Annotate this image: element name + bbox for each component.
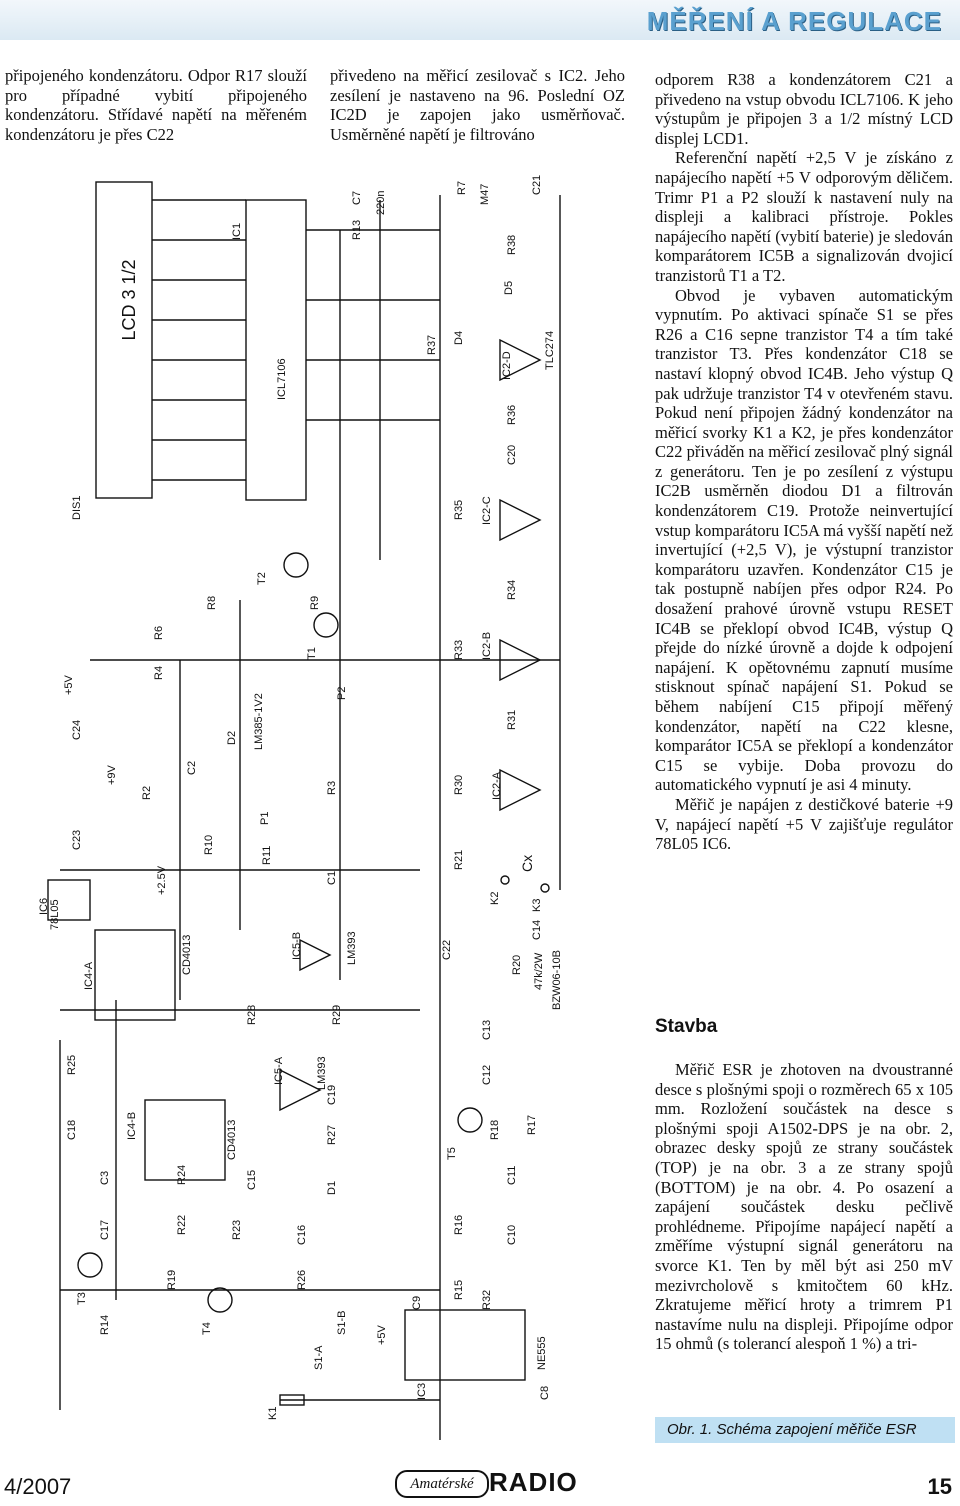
label-r27: R27: [326, 1124, 338, 1145]
terminal-k2: [501, 876, 509, 884]
label-r31: R31: [506, 709, 518, 730]
label-r32: R32: [481, 1289, 493, 1310]
label-c9: C9: [411, 1295, 423, 1310]
label-r20: R20: [511, 954, 523, 975]
label-d5: D5: [503, 280, 515, 295]
comparator-ic5a: [280, 1070, 320, 1110]
label-r11: R11: [261, 845, 273, 865]
label-r6: R6: [153, 625, 165, 640]
label-r17: R17: [526, 1114, 538, 1135]
paragraph: připojeného kondenzátoru. Odpor R17 slouží pro případné vybití připojeného kondenzátoru. Střídavé napětí na měřeném kondenzátoru je přes C22: [5, 66, 307, 144]
opamp-ic2d: [500, 340, 540, 380]
paragraph: Měřič ESR je zhotoven na dvoustranné desce s plošnými spoji o rozměrech 65 x 105 mm. Rozložení součástek na desce s plošnými spoji A1502-DPS je na obr. 2, obrazec desky spojů ze strany součástek (TOP) je na obr. 3 a ze strany spojů (BOTTOM) je na obr. 4. Po osazení a zapájení součástek desku pečlivě prohlédneme. Připojíme napájecí napětí a změříme výstupní signál generátoru na svorce K1. Ten by měl být asi 250 mV mezivrcholově s kmitočtem 60 kHz. Zkratujeme měřicí hroty a trimrem P1 nastavíme nulu na displeji. Připojíme odpor 15 ohmů (s tolerancí alespoň 1 %) a tri-: [655, 1060, 953, 1354]
label-r9: R9: [309, 595, 321, 610]
comparator-ic5b: [300, 940, 330, 970]
page-number: 15: [927, 1474, 952, 1499]
label-c8: C8: [539, 1385, 551, 1400]
label-cd4013-a: CD4013: [181, 934, 193, 975]
label-c16: C16: [296, 1224, 308, 1245]
value-ic6: 78L05: [49, 899, 61, 930]
opamp-ic2b: [500, 640, 540, 680]
transistor-t3: [78, 1253, 102, 1277]
label-r29: R29: [331, 1004, 343, 1025]
label-c21: C21: [531, 174, 543, 195]
label-ic6: IC6: [38, 897, 50, 915]
transistor-t5: [458, 1108, 482, 1132]
label-ic1: IC1: [231, 222, 243, 240]
label-c1: C1: [326, 870, 338, 885]
label-t4: T4: [201, 1322, 213, 1335]
label-ic3: IC3: [416, 1382, 428, 1400]
label-c13: C13: [481, 1019, 493, 1040]
text-column-3-section: [655, 1060, 953, 1354]
label-d4: D4: [453, 330, 465, 345]
label-r8: R8: [206, 595, 218, 610]
section-heading: Stavba: [655, 1016, 718, 1037]
label-ic5a: IC5-A: [273, 1056, 285, 1085]
label-k3: K3: [531, 898, 543, 912]
text-column-3: [655, 70, 953, 854]
label-p1: P1: [259, 811, 271, 825]
label-dis1: DIS1: [71, 495, 83, 520]
label-c11: C11: [506, 1165, 518, 1185]
label-ic2a: IC2-A: [491, 771, 503, 800]
label-r30: R30: [453, 774, 465, 795]
label-s1a: S1-A: [313, 1345, 325, 1370]
value-r20: 47k/2W: [533, 952, 545, 990]
label-ic5b: IC5-B: [291, 931, 303, 960]
label-r10: R10: [203, 834, 215, 855]
label-c19: C19: [326, 1084, 338, 1105]
label-r36: R36: [506, 404, 518, 425]
transistor-t2: [284, 553, 308, 577]
label-r7: R7: [456, 180, 468, 195]
transistor-t4: [208, 1288, 232, 1312]
ic6-regulator: [48, 880, 90, 920]
transistor-t1: [314, 613, 338, 637]
label-r14: R14: [99, 1314, 111, 1335]
label-k1: K1: [267, 1406, 279, 1420]
paragraph: odporem R38 a kondenzátorem C21 a přivedeno na vstup obvodu ICL7106. K jeho výstupům je připojen 3 a 1/2 místný LCD displej LCD1.: [655, 70, 953, 148]
logo-word: RADIO: [489, 1467, 578, 1497]
label-r33: R33: [453, 639, 465, 660]
opamp-ic2a: [500, 770, 540, 810]
label-c15: C15: [246, 1169, 258, 1190]
ic4a-flipflop: [95, 930, 175, 1020]
value-d3: BZW06-10B: [551, 950, 563, 1010]
figure-caption: Obr. 1. Schéma zapojení měřiče ESR: [667, 1421, 917, 1438]
label-plus9v: +9V: [106, 765, 118, 785]
label-plus5v-top: +5V: [63, 675, 75, 695]
label-c17: C17: [99, 1219, 111, 1240]
label-plus25v: +2.5V: [156, 865, 168, 895]
label-cx: Cx: [519, 854, 535, 872]
section-title: MĚŘENÍ A REGULACE: [646, 6, 942, 36]
text-column-1: [5, 66, 307, 144]
value-d2: LM385-1V2: [253, 693, 265, 750]
label-ic2d: IC2-D: [501, 351, 513, 380]
label-c18: C18: [66, 1119, 78, 1140]
label-r25: R25: [66, 1054, 78, 1075]
logo-script: Amatérské: [395, 1470, 489, 1498]
label-k2: K2: [489, 891, 501, 905]
text-column-2: [330, 66, 625, 144]
label-r28: R28: [246, 1004, 258, 1025]
label-c3: C3: [99, 1170, 111, 1185]
label-r21: R21: [453, 849, 465, 870]
terminal-k3: [541, 884, 549, 892]
label-c2: C2: [186, 760, 198, 775]
ic4b-flipflop: [145, 1100, 225, 1180]
issue-number: 4/2007: [4, 1474, 72, 1499]
label-r16: R16: [453, 1214, 465, 1235]
label-d1: D1: [326, 1180, 338, 1195]
label-r22: R22: [176, 1214, 188, 1235]
opamp-ic2c: [500, 500, 540, 540]
label-t5: T5: [446, 1147, 458, 1160]
label-t2: T2: [256, 572, 268, 585]
label-cd4013-b: CD4013: [226, 1119, 238, 1160]
label-ic2c: IC2-C: [481, 496, 493, 525]
label-r38: R38: [506, 234, 518, 255]
value-c7: 220n: [375, 190, 387, 215]
label-t3: T3: [76, 1292, 88, 1305]
label-r26: R26: [296, 1269, 308, 1290]
label-plus5v: +5V: [376, 1325, 388, 1345]
label-ne555: NE555: [536, 1336, 548, 1370]
label-ic2b: IC2-B: [481, 631, 493, 660]
label-c24: C24: [71, 719, 83, 740]
label-lm393-a: LM393: [316, 1056, 328, 1090]
label-r35: R35: [453, 499, 465, 520]
paragraph: Měřič je napájen z destičkové baterie +9 V, napájecí napětí +5 V zajišťuje regulátor 78L05 IC6.: [655, 794, 953, 854]
value-r7: M47: [479, 183, 491, 205]
label-icl7106: ICL7106: [276, 358, 288, 400]
label-r15: R15: [453, 1279, 465, 1300]
label-r19: R19: [166, 1269, 178, 1290]
terminal-k1: [280, 1395, 304, 1405]
label-r37: R37: [426, 334, 438, 355]
magazine-logo: [395, 1465, 578, 1499]
lcd-label: LCD 3 1/2: [119, 259, 139, 341]
label-c7: C7: [351, 190, 363, 205]
label-s1b: S1-B: [336, 1310, 348, 1335]
label-r3: R3: [326, 780, 338, 795]
label-r23: R23: [231, 1219, 243, 1240]
icl7106-chip: [246, 200, 306, 500]
label-p2: P2: [336, 686, 348, 700]
label-c22: C22: [441, 939, 453, 960]
label-tlc274: TLC274: [544, 330, 556, 370]
label-r4: R4: [153, 665, 165, 680]
label-ic4b: IC4-B: [126, 1111, 138, 1140]
label-r13: R13: [351, 219, 363, 240]
paragraph: Referenční napětí +2,5 V je získáno z napájecího napětí +5 V odporovým děličem. Trimr P1 a P2 slouží k nastavení nuly na displeji a kalibraci přístroje. Pokles napájecího napětí (vybití baterie) je sledován komparátorem IC5B a signalizován dvojicí tranzistorů T1 a T2.: [655, 148, 953, 285]
label-r18: R18: [489, 1119, 501, 1140]
lcd-display: [96, 182, 152, 498]
label-c10: C10: [506, 1224, 518, 1245]
label-r2: R2: [141, 785, 153, 800]
figure-caption-box: [655, 1417, 955, 1443]
label-t1: T1: [306, 647, 318, 660]
label-c20: C20: [506, 444, 518, 465]
label-c12: C12: [481, 1064, 493, 1085]
label-lm393-b: LM393: [346, 931, 358, 965]
label-d2: D2: [226, 730, 238, 745]
label-r34: R34: [506, 579, 518, 600]
paragraph: přivedeno na měřicí zesilovač s IC2. Jeho zesílení je nastaveno na 96. Poslední OZ IC2D je zapojen jako usměrňovač. Usměrněné napětí je filtrováno: [330, 66, 625, 144]
label-c14: C14: [531, 919, 543, 940]
label-r24: R24: [176, 1164, 188, 1185]
paragraph: Obvod je vybaven automatickým vypnutím. Po aktivaci spínače S1 se přes R26 a C16 sepne tranzistor T4 a tím také tranzistor T3. Přes kondenzátor C18 se nastaví klopný obvod IC4B. Jeho výstup Q pak udržuje tranzistor T4 v otevřeném stavu. Pokud není připojen žádný kondenzátor na měřicí svorky K1 a K2, je přes kondenzátor C22 přiváděn na měřicí zesilovač plný signál z generátoru. Ten je po zesílení z výstupu IC2B usměrněn diodou D1 a filtrován kondenzátorem C19. Protože neinvertující vstup komparátoru IC5A má vyšší napětí než invertující (+2,5 V), je výstupní tranzistor komparátoru uzavřen. Kondenzátor C15 je tak postupně nabíjen přes odpor R24. Po dosažení prahové úrovně vstupu RESET IC4B se překlopí obvod IC4B, výstup Q přejde do nízké úrovně a dojde k odpojení napájení. K opětovnému zapnutí musíme stisknout spínač napájení S1. Pokud se během nabíjení C15 připojí měřený kondenzátor, napětí na C22 klesne, komparátor IC5A se překlopí a kondenzátor C15 se vybije. Doba provozu do automatického vypnutí je asi 4 minuty.: [655, 285, 953, 795]
label-c23: C23: [71, 829, 83, 850]
ic3-timer: [405, 1310, 525, 1380]
label-ic4a: IC4-A: [83, 961, 95, 990]
